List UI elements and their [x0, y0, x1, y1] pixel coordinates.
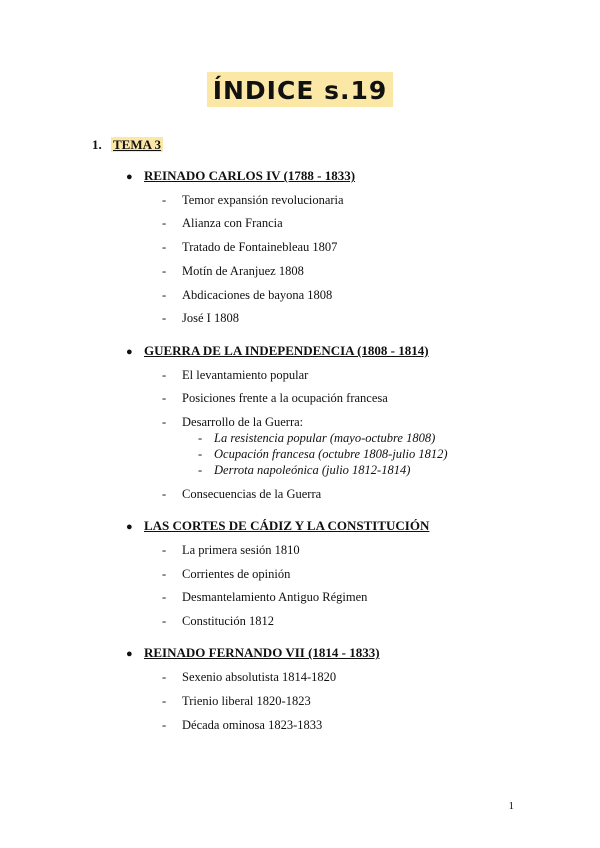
dash-icon: - [162, 487, 167, 501]
list-item [162, 566, 290, 582]
list-item [162, 613, 274, 629]
section-heading [126, 342, 586, 360]
section-heading-text: LAS CORTES DE CÁDIZ Y LA CONSTITUCIÓN [144, 518, 430, 533]
list-item [162, 239, 337, 255]
section-heading-text: REINADO FERNANDO VII (1814 - 1833) [144, 645, 380, 660]
dash-icon: - [162, 240, 167, 254]
list-item [162, 693, 311, 709]
tema-number: 1. [92, 137, 102, 152]
section-cortes-cadiz [126, 517, 586, 628]
list-item [162, 215, 283, 231]
list-item-text: Posiciones frente a la ocupación francesa [182, 391, 388, 405]
section-guerra-independencia [126, 342, 586, 501]
list-item-text: Abdicaciones de bayona 1808 [182, 288, 333, 302]
section-heading-text: GUERRA DE LA INDEPENDENCIA (1808 - 1814) [144, 343, 429, 358]
list-item [162, 589, 367, 605]
dash-icon: - [162, 368, 167, 382]
list-item [162, 287, 332, 303]
list-item-text: Tratado de Fontainebleau 1807 [182, 240, 338, 254]
list-item-text: Alianza con Francia [182, 216, 283, 230]
dash-icon: - [198, 431, 203, 445]
dash-icon: - [162, 216, 167, 230]
page-number: 1 [508, 800, 514, 812]
list-item-text: Trienio liberal 1820-1823 [182, 694, 311, 708]
section-heading-text: REINADO CARLOS IV (1788 - 1833) [144, 168, 356, 183]
section-heading [126, 644, 586, 662]
section-heading [126, 167, 586, 185]
section-reinado-carlos-iv [126, 167, 586, 325]
list-item-text: Década ominosa 1823-1833 [182, 718, 323, 732]
dash-icon: - [162, 264, 167, 278]
list-item-text: José I 1808 [182, 311, 239, 325]
list-item [162, 310, 239, 326]
list-item [162, 669, 336, 685]
dash-icon: - [162, 718, 167, 732]
list-item-text: Motín de Aranjuez 1808 [182, 264, 304, 278]
dash-icon: - [162, 590, 167, 604]
list-item-text: Constitución 1812 [182, 614, 275, 628]
list-item [162, 486, 321, 502]
list-item-text: Consecuencias de la Guerra [182, 487, 322, 501]
sub-list-item [198, 430, 435, 446]
dash-icon: - [162, 694, 167, 708]
list-item-text: El levantamiento popular [182, 368, 309, 382]
list-item-text: Sexenio absolutista 1814-1820 [182, 670, 337, 684]
list-item-text: Desmantelamiento Antiguo Régimen [182, 590, 368, 604]
list-item [162, 542, 300, 558]
dash-icon: - [162, 614, 167, 628]
sub-list-item [198, 462, 410, 478]
page-title: ÍNDICE s.19 [207, 72, 394, 107]
dash-icon: - [162, 567, 167, 581]
dash-icon: - [162, 288, 167, 302]
list-item [162, 390, 388, 406]
list-item [162, 367, 308, 383]
list-item [162, 263, 304, 279]
bullet-icon: ● [126, 171, 133, 183]
list-item [162, 717, 322, 733]
list-item-text: Desarrollo de la Guerra: [182, 415, 304, 429]
list-item-text: Corrientes de opinión [182, 567, 291, 581]
section-reinado-fernando-vii [126, 644, 586, 732]
title-container [0, 72, 600, 107]
list-item-text: La primera sesión 1810 [182, 543, 300, 557]
dash-icon: - [162, 415, 167, 429]
list-item-text: Temor expansión revolucionaria [182, 193, 344, 207]
sub-list-item-text: La resistencia popular (mayo-octubre 1808) [214, 431, 436, 445]
section-heading [126, 517, 586, 535]
sub-list-item-text: Ocupación francesa (octubre 1808-julio 1812) [214, 447, 448, 461]
tema-label: TEMA 3 [113, 137, 162, 152]
tema-heading [92, 137, 163, 153]
dash-icon: - [162, 193, 167, 207]
dash-icon: - [162, 391, 167, 405]
dash-icon: - [162, 311, 167, 325]
list-item [162, 414, 303, 430]
bullet-icon: ● [126, 346, 133, 358]
bullet-icon: ● [126, 648, 133, 660]
bullet-icon: ● [126, 521, 133, 533]
dash-icon: - [198, 463, 203, 477]
sub-list-item-text: Derrota napoleónica (julio 1812-1814) [214, 463, 411, 477]
dash-icon: - [162, 543, 167, 557]
list-item [162, 192, 344, 208]
sub-list-item [198, 446, 448, 462]
dash-icon: - [198, 447, 203, 461]
dash-icon: - [162, 670, 167, 684]
